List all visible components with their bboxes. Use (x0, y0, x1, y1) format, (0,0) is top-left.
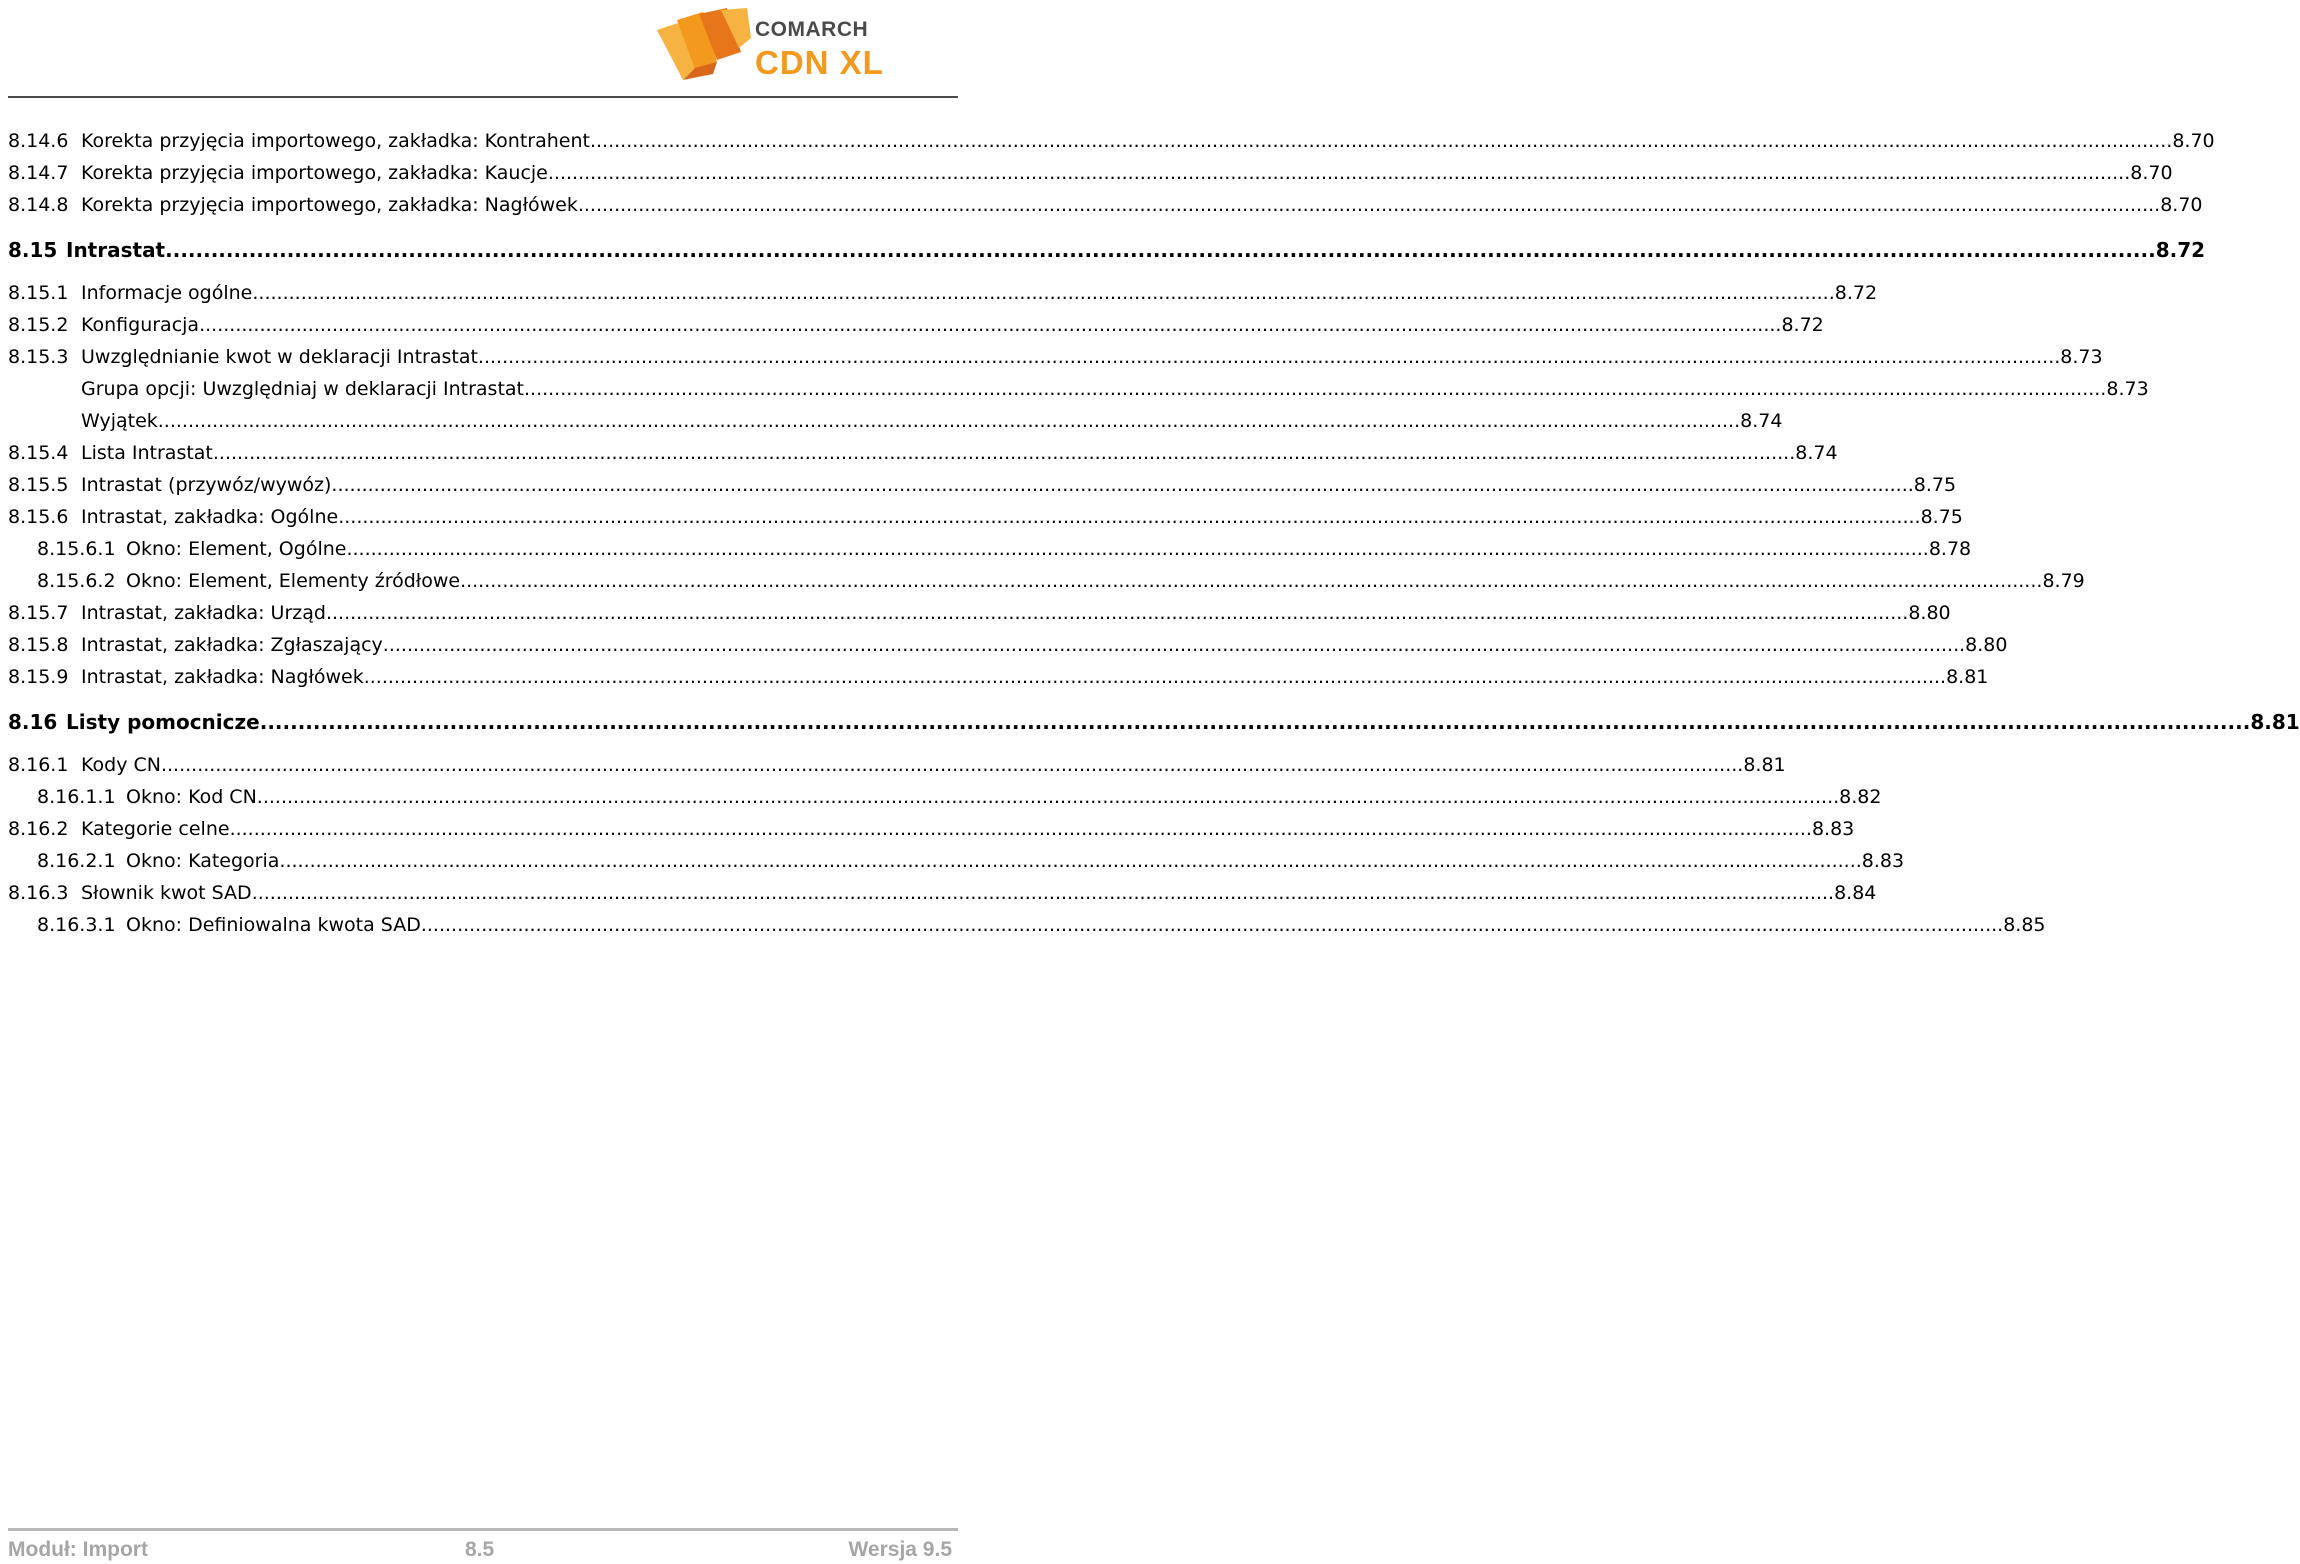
toc-entry-number: 8.16.3.1 (37, 914, 116, 936)
toc-entry-page: 8.81 (1743, 754, 1786, 776)
toc-dot-leader (161, 754, 1743, 776)
toc-dot-leader (326, 602, 1908, 624)
toc-dot-leader (331, 474, 1913, 496)
toc-entry[interactable] (8, 914, 2046, 946)
toc-entry-page: 8.82 (1839, 786, 1882, 808)
toc-entry-title: Intrastat (66, 238, 166, 262)
toc-dot-leader (338, 506, 1920, 528)
toc-dot-leader (548, 162, 2130, 184)
toc-entry-number: 8.15.3 (8, 346, 69, 368)
toc-entry-number: 8.16.3 (8, 882, 69, 904)
page-footer (8, 1538, 952, 1564)
toc-entry-page: 8.72 (1834, 282, 1878, 304)
toc-entry-number: 8.16 (8, 710, 58, 734)
toc-spacer (8, 226, 956, 238)
toc-dot-leader (524, 378, 2106, 400)
toc-entry-page: 8.83 (1861, 850, 1905, 872)
toc-entry-page: 8.70 (2172, 130, 2215, 152)
toc-dot-leader (252, 882, 1834, 904)
toc-entry[interactable] (8, 882, 1877, 914)
toc-dot-leader (158, 410, 1740, 432)
brand-name-top: COMARCH (755, 18, 869, 41)
toc-entry-page: 8.79 (2042, 570, 2085, 592)
toc-entry-title: Konfiguracja (81, 314, 200, 336)
toc-dot-leader (279, 850, 1861, 872)
toc-entry-title: Listy pomocnicze (66, 710, 260, 734)
toc-entry-title: Kody CN (81, 754, 161, 776)
toc-entry-title: Okno: Kategoria (126, 850, 280, 872)
toc-entry[interactable] (8, 410, 1783, 442)
toc-entry-title: Słownik kwot SAD (81, 882, 252, 904)
brand-name-bottom: CDN XL (755, 44, 884, 81)
toc-dot-leader (460, 570, 2042, 592)
toc-entry-page: 8.80 (1908, 602, 1951, 624)
toc-entry[interactable] (8, 754, 1786, 786)
toc-entry-page: 8.81 (1946, 666, 1989, 688)
toc-entry-number: 8.15.4 (8, 442, 69, 464)
toc-entry-title: Wyjątek (81, 410, 158, 432)
toc-dot-leader (213, 442, 1795, 464)
toc-entry-title: Korekta przyjęcia importowego, zakładka: Nagłówek (81, 194, 578, 216)
toc-entry-page: 8.83 (1811, 818, 1855, 840)
toc-entry-title: Intrastat, zakładka: Nagłówek (81, 666, 364, 688)
logo-mark-icon (655, 8, 751, 88)
toc-entry-number: 8.15.6.2 (37, 570, 116, 592)
toc-entry-number: 8.15.1 (8, 282, 69, 304)
toc-entry-page: 8.75 (1913, 474, 1957, 496)
toc-entry-title: Intrastat, zakładka: Urząd (81, 602, 326, 624)
toc-entry-title: Intrastat, zakładka: Ogólne (81, 506, 339, 528)
toc-entry-number: 8.15 (8, 238, 58, 262)
toc-entry[interactable] (8, 346, 2103, 378)
toc-entry[interactable] (8, 282, 1878, 314)
toc-dot-leader (383, 634, 1965, 656)
toc-entry[interactable] (8, 602, 1951, 634)
toc-entry[interactable] (8, 850, 1905, 882)
toc-entry-number: 8.16.1.1 (37, 786, 116, 808)
toc-dot-leader (230, 818, 1812, 840)
toc-dot-leader (199, 314, 1781, 336)
toc-entry-number: 8.14.8 (8, 194, 69, 216)
toc-entry-title: Korekta przyjęcia importowego, zakładka: Kontrahent (81, 130, 590, 152)
toc-entry-number: 8.15.6 (8, 506, 69, 528)
comarch-cdn-xl-logo (655, 8, 885, 88)
toc-entry-page: 8.84 (1834, 882, 1877, 904)
toc-entry-number: 8.16.2.1 (37, 850, 116, 872)
toc-entry-title: Intrastat (przywóz/wywóz) (81, 474, 332, 496)
toc-entry-page: 8.70 (2160, 194, 2203, 216)
toc-entry-title: Okno: Definiowalna kwota SAD (126, 914, 421, 936)
toc-entry[interactable] (8, 314, 1824, 346)
toc-entry-title: Lista Intrastat (81, 442, 213, 464)
toc-entry[interactable] (8, 238, 2206, 270)
toc-entry[interactable] (8, 666, 1989, 698)
toc-dot-leader (364, 666, 1946, 688)
toc-entry-page: 8.72 (2155, 238, 2206, 262)
toc-entry[interactable] (8, 786, 1882, 818)
toc-entry-title: Okno: Element, Elementy źródłowe (126, 570, 461, 592)
toc-entry-number: 8.15.6.1 (37, 538, 116, 560)
toc-dot-leader (252, 282, 1834, 304)
toc-entry-page: 8.70 (2130, 162, 2173, 184)
toc-dot-leader (257, 786, 1839, 808)
toc-entry-number: 8.14.6 (8, 130, 69, 152)
toc-entry-title: Informacje ogólne (81, 282, 253, 304)
toc-dot-leader (346, 538, 1928, 560)
footer-module: Moduł: Import (8, 1538, 148, 1561)
toc-entry-number: 8.15.7 (8, 602, 69, 624)
toc-entry-title: Okno: Element, Ogólne (126, 538, 347, 560)
footer-page-number: 8.5 (465, 1538, 495, 1561)
toc-entry[interactable] (8, 710, 2300, 742)
toc-dot-leader (578, 194, 2160, 216)
toc-entry[interactable] (8, 378, 2149, 410)
toc-spacer (8, 698, 956, 710)
toc-entry-page: 8.78 (1928, 538, 1972, 560)
toc-entry[interactable] (8, 570, 2085, 602)
toc-entry-page: 8.73 (2060, 346, 2103, 368)
toc-entry-page: 8.72 (1781, 314, 1824, 336)
toc-dot-leader (421, 914, 2003, 936)
toc-entry-title: Intrastat, zakładka: Zgłaszający (81, 634, 383, 656)
toc-entry[interactable] (8, 634, 2008, 666)
toc-entry-number: 8.14.7 (8, 162, 69, 184)
toc-entry[interactable] (8, 474, 1957, 506)
toc-entry-title: Uwzględnianie kwot w deklaracji Intrastat (81, 346, 478, 368)
toc-entry-title: Kategorie celne (81, 818, 230, 840)
toc-entry[interactable] (8, 194, 2203, 226)
table-of-contents (8, 130, 2300, 946)
toc-entry-number: 8.15.9 (8, 666, 69, 688)
toc-entry-number: 8.15.5 (8, 474, 69, 496)
toc-entry[interactable] (8, 538, 1972, 570)
toc-entry-page: 8.85 (2003, 914, 2046, 936)
toc-entry-page: 8.74 (1740, 410, 1783, 432)
toc-entry-page: 8.75 (1920, 506, 1963, 528)
toc-entry-number: 8.15.8 (8, 634, 69, 656)
toc-spacer (8, 742, 956, 754)
toc-entry-title: Grupa opcji: Uwzględniaj w deklaracji Intrastat (81, 378, 524, 400)
toc-dot-leader (260, 710, 2251, 734)
header-divider (8, 96, 958, 98)
toc-dot-leader (478, 346, 2060, 368)
toc-entry-number: 8.16.1 (8, 754, 69, 776)
toc-entry[interactable] (8, 506, 1963, 538)
toc-entry-title: Korekta przyjęcia importowego, zakładka: Kaucje (81, 162, 548, 184)
toc-entry-number: 8.16.2 (8, 818, 69, 840)
toc-entry[interactable] (8, 818, 1855, 850)
toc-entry[interactable] (8, 130, 2215, 162)
toc-spacer (8, 270, 956, 282)
toc-entry-number: 8.15.2 (8, 314, 69, 336)
toc-entry-title: Okno: Kod CN (126, 786, 257, 808)
footer-divider (8, 1528, 958, 1531)
toc-dot-leader (165, 238, 2156, 262)
toc-entry-page: 8.81 (2250, 710, 2300, 734)
footer-version: Wersja 9.5 (848, 1538, 952, 1561)
toc-entry-page: 8.80 (1965, 634, 2008, 656)
toc-entry-page: 8.73 (2106, 378, 2149, 400)
page-header (0, 0, 960, 100)
toc-entry-page: 8.74 (1795, 442, 1838, 464)
toc-dot-leader (590, 130, 2172, 152)
toc-entry[interactable] (8, 162, 2173, 194)
toc-entry[interactable] (8, 442, 1838, 474)
